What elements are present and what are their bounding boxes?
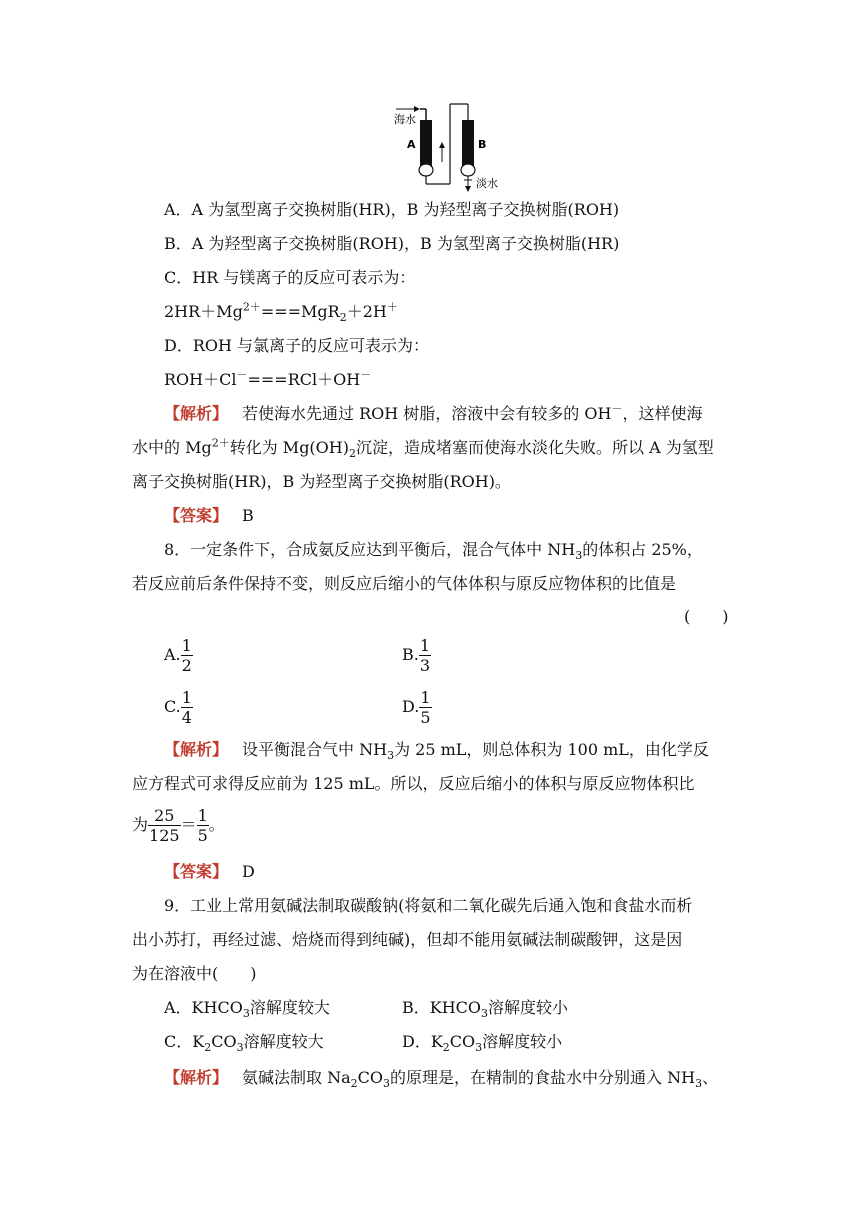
analysis-tag: 【解析】 bbox=[164, 1068, 229, 1087]
q7-option-c: C．HR 与镁离子的反应可表示为： bbox=[164, 268, 416, 287]
q8-stem-line2: 若反应前后条件保持不变，则反应后缩小的气体体积与原反应物体积的比值是 bbox=[132, 574, 677, 593]
q7-option-b: B．A 为羟型离子交换树脂(ROH)，B 为氢型离子交换树脂(HR) bbox=[164, 234, 620, 253]
q9-option-a: A．$KHCO_3$溶解度较大 bbox=[164, 998, 330, 1021]
answer-tag: 【答案】 bbox=[164, 862, 229, 881]
analysis-tag: 【解析】 bbox=[164, 740, 229, 759]
q7-option-a: A．A 为氢型离子交换树脂(HR)，B 为羟型离子交换树脂(ROH) bbox=[164, 200, 620, 219]
q9-analysis-line1: 【解析】 氨碱法制取 $Na_2CO_3$的原理是，在精制的食盐水中分别通入 $NH_3$、 bbox=[164, 1068, 719, 1091]
q7-equation-d: ROH＋Cl－===RCl＋OH－ bbox=[164, 368, 372, 389]
q8-option-a: A. $\frac{1}{2}$ bbox=[164, 636, 192, 675]
column-b bbox=[462, 120, 474, 166]
q8-answer-paren: ( ) bbox=[684, 607, 729, 626]
q9-option-d: D．$K_2CO_3$溶解度较小 bbox=[402, 1032, 563, 1055]
q8-stem-line1: 8．一定条件下，合成氨反应达到平衡后，混合气体中 $NH_3$的体积占 25%， bbox=[164, 540, 703, 563]
analysis-tag: 【解析】 bbox=[164, 404, 229, 423]
q7-analysis-line2: 水中的 $Mg^{2+}$转化为 $Mg(OH)_2$沉淀，造成堵塞而使海水淡化失败。所以 A 为氢型 bbox=[132, 436, 714, 461]
q8-analysis-line2: 应方程式可求得反应前为 125 mL。所以，反应后缩小的体积与原反应物体积比 bbox=[132, 774, 695, 793]
q8-answer: 【答案】 D bbox=[164, 862, 255, 881]
label-seawater: 海水 bbox=[394, 113, 416, 126]
q8-analysis-line3: 为 $\frac{25}{125}$ ＝ $\frac{1}{5}$ 。 bbox=[132, 806, 225, 845]
q9-stem-line2: 出小苏打，再经过滤、焙烧而得到纯碱)，但却不能用氨碱法制碳酸钾，这是因 bbox=[132, 930, 683, 949]
q8-option-c: C. $\frac{1}{4}$ bbox=[164, 688, 192, 727]
q7-analysis-line3: 离子交换树脂(HR)，B 为羟型离子交换树脂(ROH)。 bbox=[132, 472, 511, 491]
q7-equation-c: $2HR+Mg^{2+}===MgR_2+2H^+$ bbox=[164, 300, 398, 325]
label-freshwater: 淡水 bbox=[476, 177, 498, 190]
label-b: B bbox=[478, 138, 487, 151]
q8-option-b: B. $\frac{1}{3}$ bbox=[402, 636, 431, 675]
q8-analysis-line1: 【解析】 设平衡混合气中 $NH_3$为 25 mL，则总体积为 100 mL，由化学反 bbox=[164, 740, 709, 763]
label-a: A bbox=[407, 138, 416, 151]
q8-option-d: D. $\frac{1}{5}$ bbox=[402, 688, 431, 727]
q7-analysis-line1: 【解析】 若使海水先通过 ROH 树脂，溶液中会有较多的 OH－，这样使海 bbox=[164, 402, 703, 423]
q9-option-b: B．$KHCO_3$溶解度较小 bbox=[402, 998, 569, 1021]
q7-answer: 【答案】 B bbox=[164, 506, 254, 525]
q9-stem-line3: 为在溶液中( ) bbox=[132, 964, 257, 983]
ion-exchange-diagram bbox=[390, 100, 510, 192]
q7-option-d: D．ROH 与氯离子的反应可表示为： bbox=[164, 336, 430, 355]
q9-option-c: C．$K_2CO_3$溶解度较大 bbox=[164, 1032, 324, 1055]
q9-stem-line1: 9．工业上常用氨碱法制取碳酸钠(将氨和二氧化碳先后通入饱和食盐水而析 bbox=[164, 896, 693, 915]
answer-tag: 【答案】 bbox=[164, 506, 229, 525]
column-a bbox=[420, 120, 432, 166]
